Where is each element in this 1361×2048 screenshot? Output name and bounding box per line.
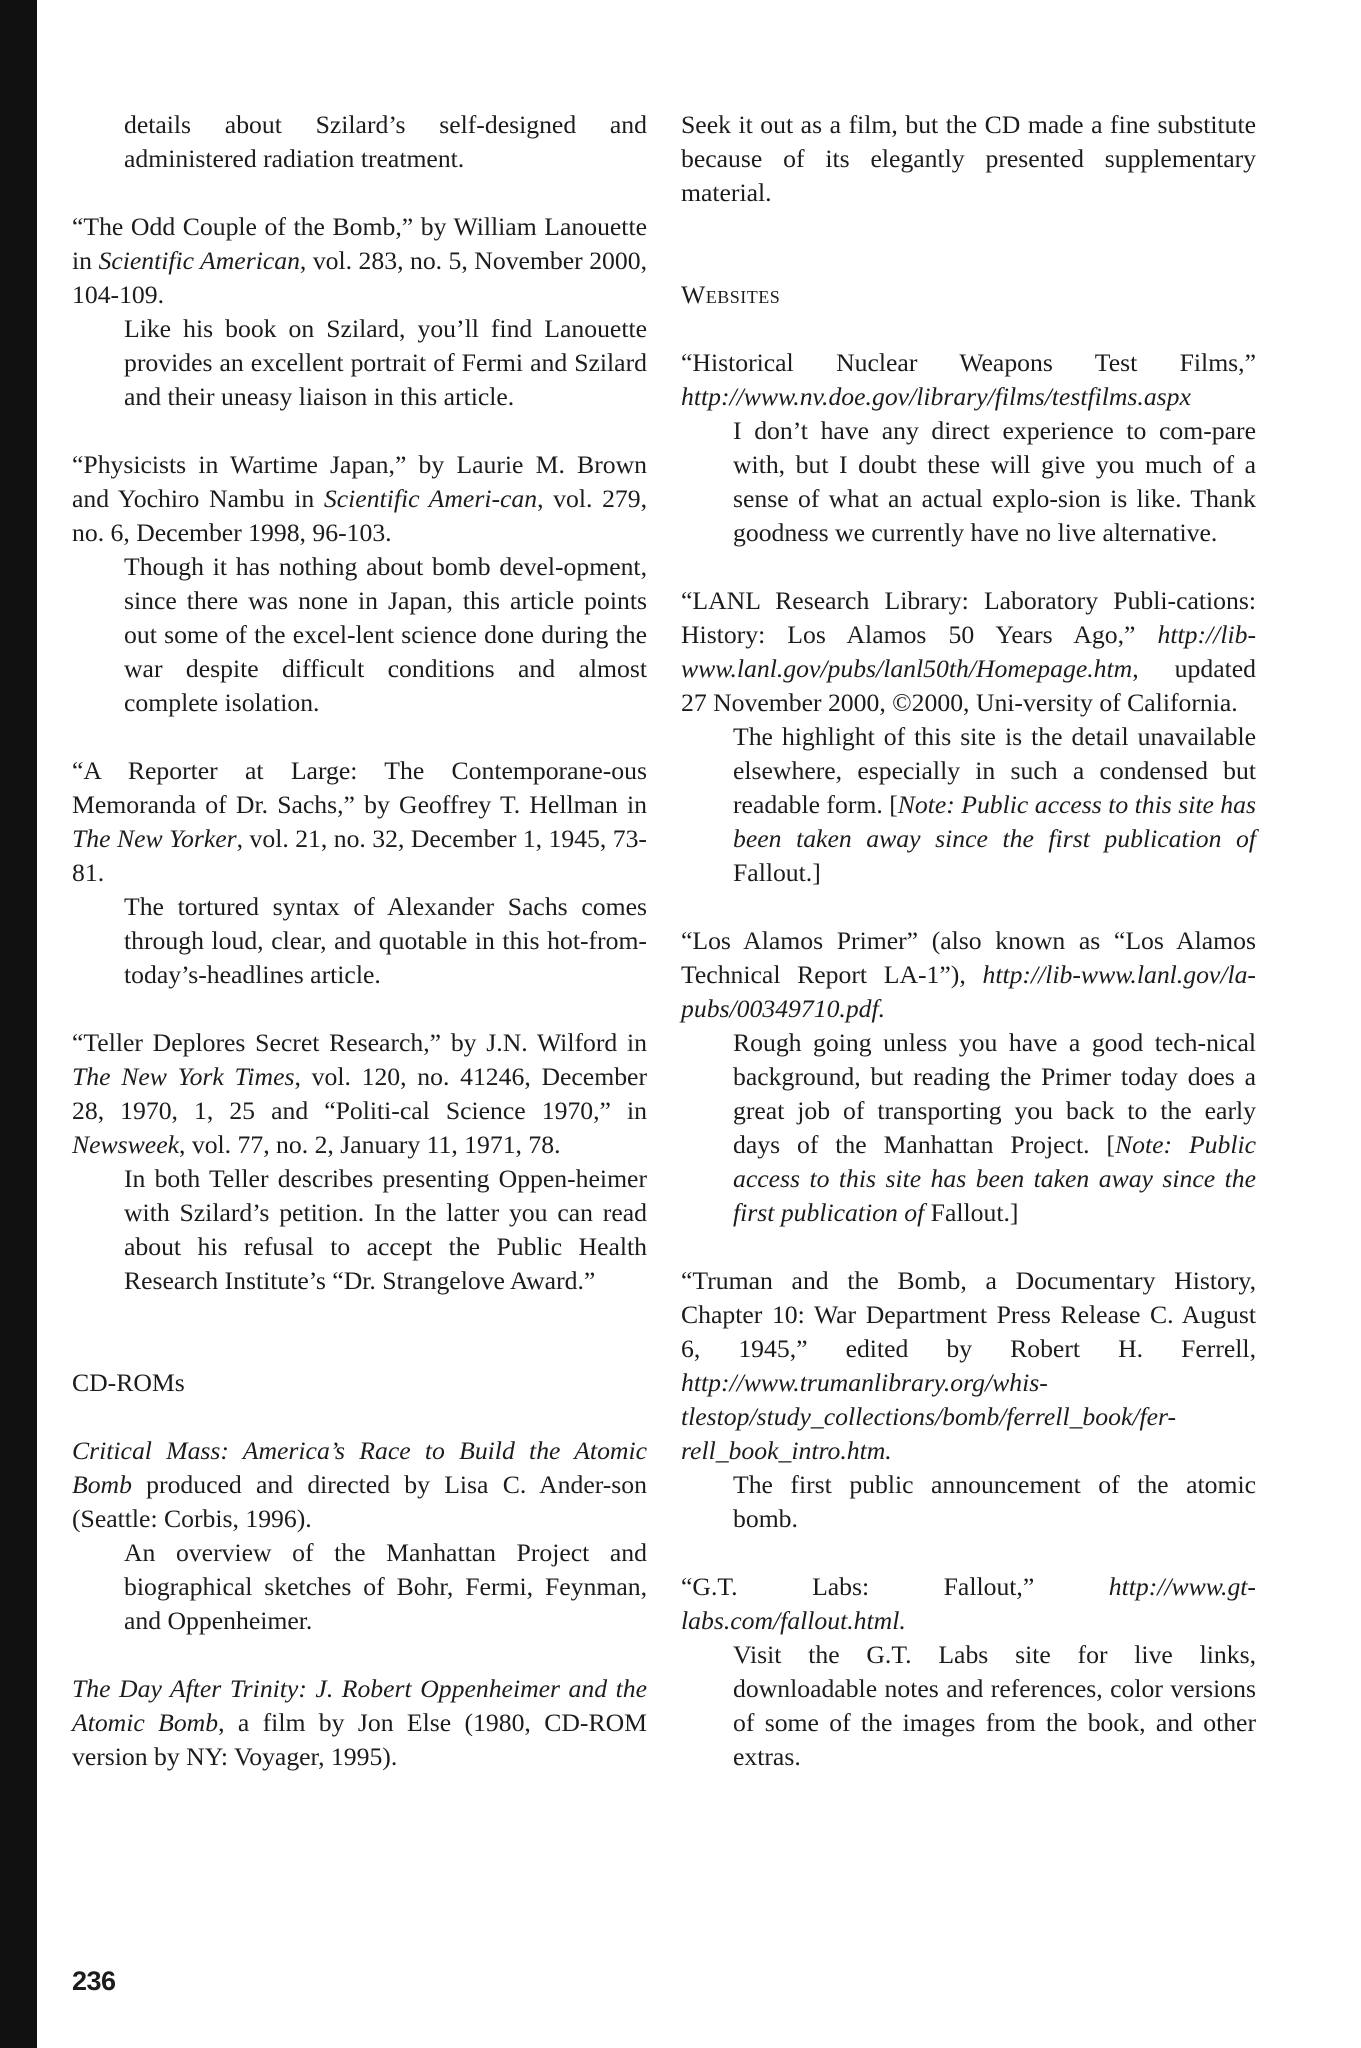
left-entries-b [72,1434,647,1774]
bibliography-entry [72,448,647,720]
bibliography-entry [681,1264,1256,1536]
annotation: The tortured syntax of Alexander Sachs comes through loud, clear, and quotable in this hot-from-today’s-headlines article. [124,892,647,989]
italic-text: Critical Mass: America’s Race to Build the Atomic Bomb [72,1436,647,1499]
bibliography-entry [681,346,1256,550]
right-continuation-text: Seek it out as a film, but the CD made a fine substitute because of its elegantly presented supplementary material. [681,110,1256,207]
citation [681,584,1256,720]
citation [72,210,647,312]
page-number: 236 [72,1966,116,1996]
text-run: , vol. 279, no. 6, December 1998, 96-103. [72,484,648,547]
bibliography-entry [72,754,647,992]
annotation [681,1026,1256,1230]
italic-text: Note: Public access to this site has been taken away since the first publication of [733,1130,1257,1227]
italic-text: The New York Times [72,1062,295,1091]
left-entries-a [72,210,647,1298]
text-run: The first public announcement of the atomic bomb. [733,1470,1256,1533]
section-gap [681,244,1256,278]
citation [681,924,1256,1026]
text-run: “The Odd Couple of the Bomb,” by William Lanouette in [72,212,647,275]
citation [72,1026,647,1162]
citation [72,1434,647,1536]
right-entries [681,346,1256,1774]
italic-text: The New Yorker [72,824,237,853]
text-run: “Truman and the Bomb, a Documentary History, Chapter 10: War Department Press Release C. August 6, 1945,” edited by Robert H. Ferrell, [681,1266,1256,1363]
cdroms-heading: CD-ROMs [72,1368,185,1397]
italic-text: Scientific Ameri-can [323,484,538,513]
citation [681,1570,1256,1638]
text-run: “Teller Deplores Secret Research,” by J.N. Wilford in [72,1028,647,1057]
text-run: Visit the G.T. Labs site for live links, downloadable notes and references, color versions of some of the images from the book, and other extras. [733,1640,1256,1771]
left-continuation-note: details about Szilard’s self-designed and administered radiation treatment. [124,110,647,173]
left-column [72,108,647,1808]
italic-text: http://www.trumanlibrary.org/whis-tlestop/study_collections/bomb/ferrell_book/fer-rell_book_intro.htm. [681,1368,1177,1465]
bibliography-entry [72,210,647,414]
italic-text: The Day After Trinity: J. Robert Oppenheimer and the Atomic Bomb [72,1674,647,1737]
italic-text: Newsweek [72,1130,180,1159]
bibliography-entry [72,1026,647,1298]
italic-text: Scientific American [98,246,300,275]
text-run: Fallout.] [924,1198,1019,1227]
text-run: “G.T. Labs: Fallout,” [681,1572,1109,1601]
text-run: , vol. 77, no. 2, January 11, 1971, 78. [179,1130,561,1159]
text-run: , vol. 120, no. 41246, December 28, 1970, 1, 25 and “Politi-cal Science 1970,” in [72,1062,647,1125]
citation [72,754,647,890]
bibliography-entry [72,1434,647,1638]
text-run: “LANL Research Library: Laboratory Publi-cations: History: Los Alamos 50 Years Ago,” [681,586,1256,649]
italic-text: http://lib-www.lanl.gov/la-pubs/00349710.pdf. [681,960,1256,1023]
citation [72,1672,647,1774]
text-run: produced and directed by Lisa C. Ander-son (Seattle: Corbis, 1996). [72,1470,647,1533]
italic-text: Note: Public access to this site has been taken away since the first publication of [733,790,1256,853]
text-run: Fallout.] [733,858,821,887]
italic-text: http://lib-www.lanl.gov/pubs/lanl50th/Homepage.htm [681,620,1256,683]
text-run: , vol. 283, no. 5, November 2000, 104-109. [72,246,647,309]
italic-text: http://www.gt-labs.com/fallout.html. [681,1572,1256,1635]
annotation: Like his book on Szilard, you’ll find Lanouette provides an excellent portrait of Fermi and Szilard and their uneasy liaison in this article. [124,314,647,411]
text-run: Rough going unless you have a good tech-nical background, but reading the Primer today does a great job of transporting you back to the early days of the Manhattan Project. [ [733,1028,1256,1159]
citation [72,448,647,550]
bibliography-entry [681,1570,1256,1774]
bibliography-entry [681,924,1256,1230]
annotation: In both Teller describes presenting Oppen-heimer with Szilard’s petition. In the latter you can read about his refusal to accept the Public Health Research Institute’s “Dr. Strangelove Award.” [124,1164,647,1295]
right-column [681,108,1256,1808]
page-edge-band [0,0,37,2048]
text-run: “A Reporter at Large: The Contemporane-ous Memoranda of Dr. Sachs,” by Geoffrey T. Hellman in [72,756,647,819]
citation [681,1264,1256,1468]
annotation [681,414,1256,550]
websites-heading: Websites [681,280,781,309]
text-run: , vol. 21, no. 32, December 1, 1945, 73-81. [72,824,647,887]
citation [681,346,1256,414]
text-run: , updated 27 November 2000, ©2000, Uni-versity of California. [681,654,1256,717]
annotation [681,1638,1256,1774]
section-gap [72,1332,647,1366]
text-run: “Los Alamos Primer” (also known as “Los Alamos Technical Report LA-1”), [681,926,1256,989]
italic-text: http://www.nv.doe.gov/library/films/testfilms.aspx [681,382,1191,411]
annotation [681,720,1256,890]
annotation: Though it has nothing about bomb devel-opment, since there was none in Japan, this article points out some of the excel-lent science done during the war despite difficult conditions and almost complete isolation. [124,552,647,717]
text-run: “Physicists in Wartime Japan,” by Laurie M. Brown and Yochiro Nambu in [72,450,647,513]
bibliography-entry [681,584,1256,890]
text-run: I don’t have any direct experience to com-pare with, but I doubt these will give you much of a sense of what an actual explo-sion is like. Thank goodness we currently have no live alternative. [733,416,1256,547]
bibliography-entry [72,1672,647,1774]
annotation [681,1468,1256,1536]
text-run: , a film by Jon Else (1980, CD-ROM version by NY: Voyager, 1995). [72,1708,647,1771]
annotation: An overview of the Manhattan Project and biographical sketches of Bohr, Fermi, Feynman, and Oppenheimer. [124,1538,647,1635]
text-run: The highlight of this site is the detail unavailable elsewhere, especially in such a condensed but readable form. [ [733,722,1256,819]
text-run: “Historical Nuclear Weapons Test Films,” [681,348,1256,377]
